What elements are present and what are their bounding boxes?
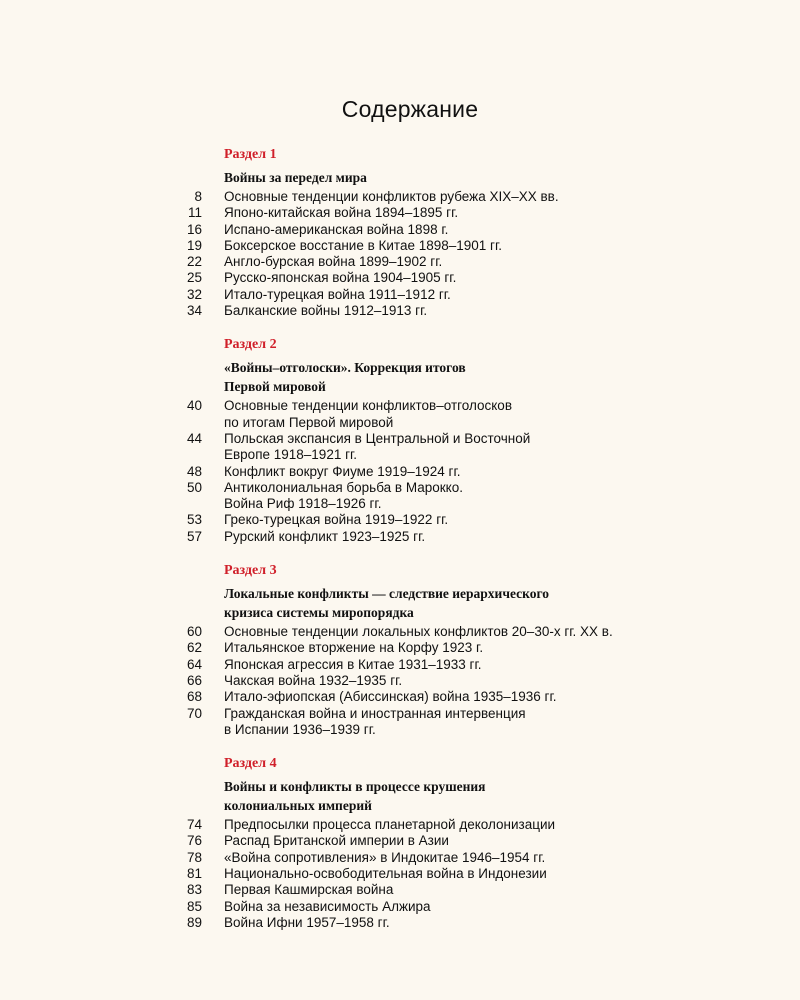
toc-section-3 (0, 562, 800, 738)
section-title-line: Войны за передел мира (224, 170, 367, 185)
entry-title-line: Рурский конфликт 1923–1925 гг. (224, 528, 426, 544)
page-number: 44 (186, 430, 202, 446)
toc-entry[interactable] (0, 689, 800, 705)
toc-entry[interactable] (0, 915, 800, 931)
page-number: 83 (186, 882, 202, 898)
entry-title-line: Польская экспансия в Центральной и Восточной (224, 430, 531, 446)
entry-title (224, 689, 800, 705)
toc-entry[interactable] (0, 464, 800, 480)
page-number: 78 (186, 849, 202, 865)
entry-title-line: Национально-освободительная война в Индонезии (224, 866, 547, 882)
entry-title-line: Японо-китайская война 1894–1895 гг. (224, 205, 459, 221)
entry-title-line: Антиколониальная борьба в Марокко. (224, 479, 463, 495)
toc-entry[interactable] (0, 189, 800, 205)
toc-entry[interactable] (0, 899, 800, 915)
toc-entry[interactable] (0, 640, 800, 656)
entry-title (224, 706, 800, 739)
entry-title-line: «Война сопротивления» в Индокитае 1946–1954 гг. (224, 849, 546, 865)
entry-title (224, 673, 800, 689)
page-number: 68 (186, 689, 202, 705)
toc-entry[interactable] (0, 624, 800, 640)
entry-title (224, 817, 800, 833)
toc-entry[interactable] (0, 222, 800, 238)
entry-title-line: Чакская война 1932–1935 гг. (224, 672, 403, 688)
page-number: 48 (186, 463, 202, 479)
entry-title (224, 222, 800, 238)
page-title: Содержание (341, 96, 479, 122)
page-number: 70 (186, 705, 202, 721)
section-title-line: «Войны–отголоски». Коррекция итогов (224, 360, 466, 376)
page-number: 57 (186, 528, 202, 544)
toc-section-2 (0, 336, 800, 545)
entry-title-line: Основные тенденции конфликтов рубежа XIX–XX вв. (224, 189, 559, 204)
entry-title (224, 287, 800, 303)
section-label: Раздел 2 (224, 337, 277, 353)
entry-title (224, 915, 800, 931)
entry-title (224, 189, 800, 205)
page-number: 50 (186, 479, 202, 495)
entry-title (224, 640, 800, 656)
entry-title-line: Боксерское восстание в Китае 1898–1901 гг. (224, 237, 502, 253)
section-title-line: Войны и конфликты в процессе крушения (224, 779, 486, 795)
page-number: 22 (186, 254, 202, 270)
page-number: 34 (186, 303, 202, 319)
entry-title-line: Греко-турецкая война 1919–1922 гг. (224, 512, 449, 528)
entry-title-line: Первая Кашмирская война (224, 882, 394, 898)
entry-title-line: Война Ифни 1957–1958 гг. (224, 914, 390, 930)
page-number: 8 (194, 189, 202, 204)
page-number: 81 (186, 866, 202, 882)
entry-title-line: Основные тенденции локальных конфликтов 20–30-х гг. XX в. (224, 624, 613, 640)
page-number: 25 (186, 270, 202, 286)
entry-title-line: Итальянское вторжение на Корфу 1923 г. (224, 640, 484, 656)
toc-entry[interactable] (0, 270, 800, 286)
section-title (224, 776, 800, 815)
page-number: 76 (186, 833, 202, 849)
section-title-line: Локальные конфликты — следствие иерархического (224, 586, 549, 602)
entry-title-line: Японская агрессия в Китае 1931–1933 гг. (224, 656, 482, 672)
toc-entry[interactable] (0, 882, 800, 898)
toc-section-1 (0, 146, 800, 319)
section-title (224, 357, 800, 396)
entry-title-line: Итало-эфиопская (Абиссинская) война 1935–1936 гг. (224, 689, 557, 705)
page-number: 62 (186, 640, 202, 656)
entry-title (224, 866, 800, 882)
entry-title (224, 254, 800, 270)
entry-title-line: Русско-японская война 1904–1905 гг. (224, 270, 457, 286)
entry-title (224, 270, 800, 286)
entry-title-line: в Испании 1936–1939 гг. (224, 721, 376, 737)
page-number: 16 (186, 221, 202, 237)
entry-title-line: Испано-американская война 1898 г. (224, 221, 449, 237)
entry-title-line: Гражданская война и иностранная интервенция (224, 705, 526, 721)
toc-section-4 (0, 755, 800, 931)
toc-entry[interactable] (0, 833, 800, 849)
toc-entry[interactable] (0, 480, 800, 513)
toc-entry[interactable] (0, 254, 800, 270)
entry-title (224, 398, 800, 431)
page-number: 19 (186, 237, 202, 253)
entry-title (224, 431, 800, 464)
toc-entry[interactable] (0, 238, 800, 254)
entry-title-line: Конфликт вокруг Фиуме 1919–1924 гг. (224, 463, 461, 479)
entry-title-line: Предпосылки процесса планетарной деколонизации (224, 817, 556, 833)
entry-title-line: Основные тенденции конфликтов–отголосков (224, 398, 512, 414)
toc-entry[interactable] (0, 866, 800, 882)
entry-title-line: Распад Британской империи в Азии (224, 833, 449, 849)
entry-title (224, 303, 800, 319)
toc-entry[interactable] (0, 673, 800, 689)
toc-entry[interactable] (0, 706, 800, 739)
toc-entry[interactable] (0, 205, 800, 221)
entry-title-line: по итогам Первой мировой (224, 414, 394, 430)
toc-entry[interactable] (0, 398, 800, 431)
toc-entry[interactable] (0, 850, 800, 866)
section-title-line: колониальных империй (224, 798, 372, 814)
entry-title (224, 238, 800, 254)
toc-entry[interactable] (0, 431, 800, 464)
toc-entry[interactable] (0, 817, 800, 833)
page-number: 85 (186, 898, 202, 914)
page-number: 74 (186, 817, 202, 833)
toc-entry[interactable] (0, 303, 800, 319)
section-label: Раздел 3 (224, 563, 277, 579)
section-title (224, 167, 800, 187)
entry-title (224, 899, 800, 915)
page-number: 64 (186, 656, 202, 672)
entry-title (224, 624, 800, 640)
entry-title-line: Итало-турецкая война 1911–1912 гг. (224, 286, 451, 302)
entry-title (224, 657, 800, 673)
section-title-line: кризиса системы миропорядка (224, 605, 414, 621)
entry-title (224, 464, 800, 480)
entry-title (224, 205, 800, 221)
section-title-line: Первой мировой (224, 379, 326, 395)
toc-entry[interactable] (0, 657, 800, 673)
section-title (224, 583, 800, 622)
entry-title (224, 850, 800, 866)
entry-title-line: Война Риф 1918–1926 гг. (224, 496, 382, 512)
page-number: 32 (186, 286, 202, 302)
entry-title (224, 512, 800, 528)
entry-title-line: Война за независимость Алжира (224, 898, 431, 914)
entry-title-line: Европе 1918–1921 гг. (224, 447, 358, 463)
entry-title (224, 529, 800, 545)
toc-entry[interactable] (0, 512, 800, 528)
section-label: Раздел 4 (224, 756, 277, 772)
page-number: 66 (186, 672, 202, 688)
entry-title-line: Балканские войны 1912–1913 гг. (224, 303, 428, 319)
entry-title-line: Англо-бурская война 1899–1902 гг. (224, 254, 443, 270)
page-number: 60 (186, 624, 202, 640)
page-number: 11 (187, 205, 202, 221)
toc-entry[interactable] (0, 529, 800, 545)
page-number: 40 (186, 398, 202, 414)
table-of-contents (0, 146, 800, 948)
toc-entry[interactable] (0, 287, 800, 303)
entry-title (224, 882, 800, 898)
section-label: Раздел 1 (224, 147, 277, 162)
entry-title (224, 833, 800, 849)
page-number: 53 (186, 512, 202, 528)
page-number: 89 (186, 914, 202, 930)
entry-title (224, 480, 800, 513)
